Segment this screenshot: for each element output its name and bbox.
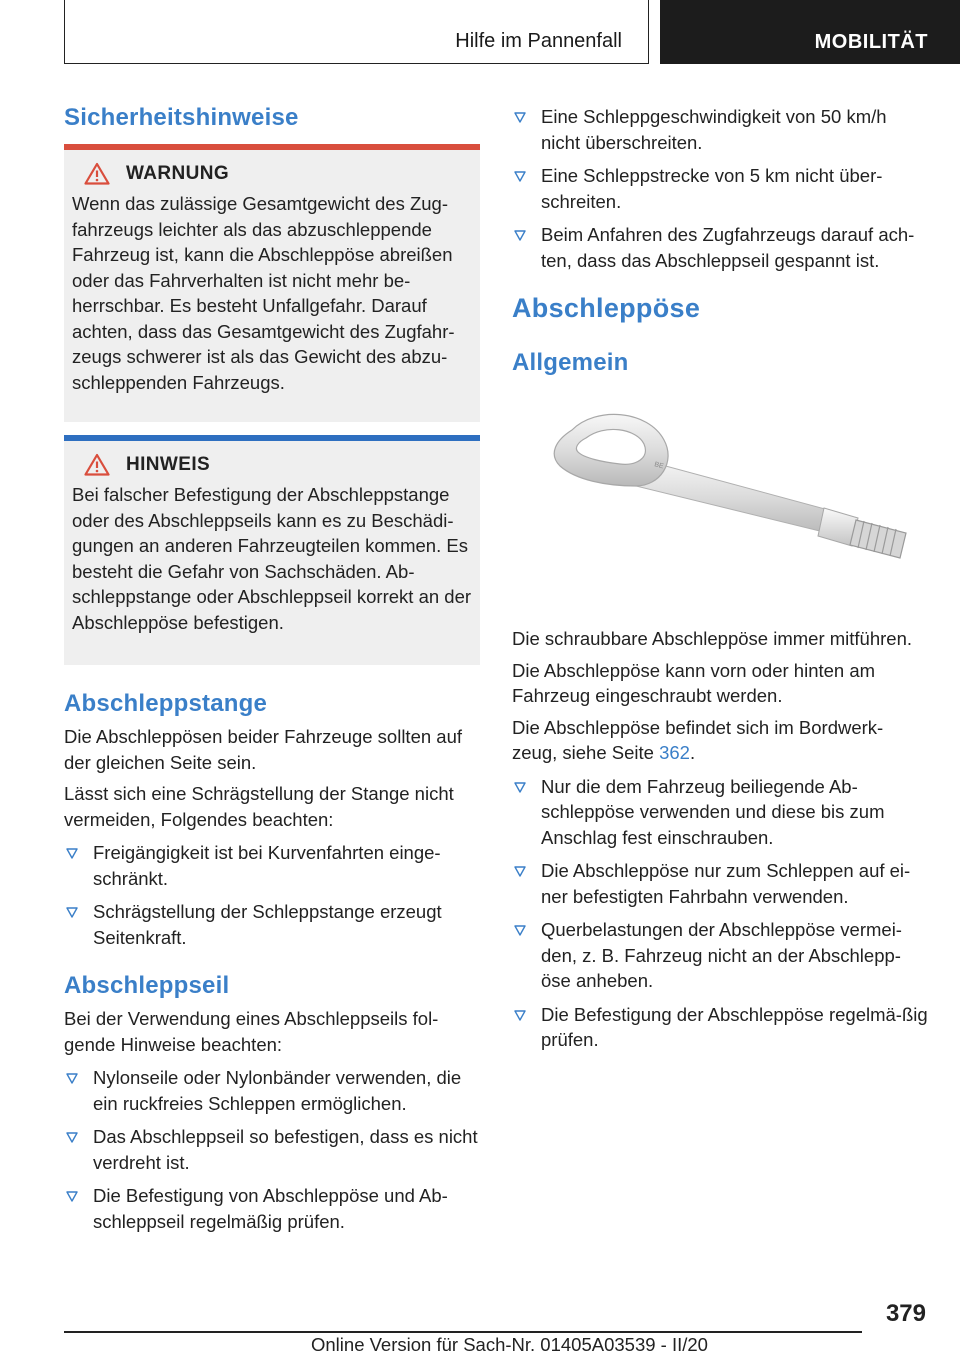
tow-bar-list xyxy=(64,840,480,950)
list-item-text: Querbelastungen der Abschleppöse vermei-den, z. B. Fahrzeug nicht an der Abschlepp-öse anheben. xyxy=(541,919,902,991)
bullet-triangle-icon xyxy=(514,171,526,182)
list-item-text: Nur die dem Fahrzeug beiliegende Ab-schleppöse verwenden und diese bis zum Anschlag fest einschrauben. xyxy=(541,775,885,848)
list-item xyxy=(512,917,928,994)
safety-heading: Sicherheitshinweise xyxy=(64,104,299,131)
warning-icon xyxy=(84,162,110,185)
bullet-triangle-icon xyxy=(514,925,526,936)
bullet-triangle-icon xyxy=(514,866,526,877)
list-item-text: Die Befestigung von Abschleppöse und Ab-schleppseil regelmäßig prüfen. xyxy=(93,1185,448,1232)
header-chapter-label: MOBILITÄT xyxy=(814,31,928,53)
header-chapter-tab xyxy=(660,0,960,64)
bullet-triangle-icon xyxy=(514,230,526,241)
page-number: 379 xyxy=(885,1300,926,1327)
list-item xyxy=(64,840,480,891)
tow-eye-p3-text: Die Abschleppöse befindet sich im Bordwerk-zeug, siehe Seite xyxy=(512,716,884,763)
tow-bar-heading: Abschleppstange xyxy=(64,690,268,717)
bullet-triangle-icon xyxy=(514,782,526,793)
tow-eye-body xyxy=(512,626,928,1061)
notice-title: HINWEIS xyxy=(126,453,211,475)
list-item-text: Beim Anfahren des Zugfahrzeugs darauf ach-ten, dass das Abschleppseil gespannt ist. xyxy=(541,224,915,271)
list-item-text: Freigängigkeit ist bei Kurvenfahrten einge-schränkt. xyxy=(93,842,441,889)
general-heading: Allgemein xyxy=(512,349,629,376)
notice-bar xyxy=(64,435,480,441)
tow-eye-p3-suffix: . xyxy=(689,742,696,763)
list-item-text: Schrägstellung der Schleppstange erzeugt Seitenkraft. xyxy=(93,901,442,948)
bullet-triangle-icon xyxy=(66,1191,78,1202)
list-item xyxy=(512,858,928,909)
list-item xyxy=(512,774,928,851)
footer-version-text: Online Version für Sach-Nr. 01405A03539 - II/20 xyxy=(311,1334,708,1355)
svg-text:BE: BE xyxy=(653,461,665,471)
warning-text: Wenn das zulässige Gesamtgewicht des Zug-fahrzeugs leichter als das abzuschleppende Fahrzeug ist, kann die Abschleppöse abreißen oder das Fahrverhalten ist nicht mehr be-herrschbar. Es besteht Unfallgefahr. Darauf achten, dass das Gesamtgewicht des Zugfahr-zeugs schwerer ist als das Gewicht des abzu-schleppenden Fahrzeugs. xyxy=(72,193,455,393)
warning-title: WARNUNG xyxy=(126,162,230,184)
tow-bar-p1: Die Abschleppösen beider Fahrzeuge sollten auf der gleichen Seite sein. xyxy=(64,726,463,773)
notice-title-row xyxy=(84,453,472,476)
tow-bar-p2: Lässt sich eine Schrägstellung der Stange nicht vermeiden, Folgendes beachten: xyxy=(64,783,454,830)
tow-eye-list xyxy=(512,774,928,1053)
list-item xyxy=(512,222,928,273)
towing-limits-list xyxy=(512,104,928,281)
warning-box xyxy=(64,144,480,422)
list-item xyxy=(512,1002,928,1053)
list-item xyxy=(64,1065,480,1116)
list-item-text: Eine Schleppgeschwindigkeit von 50 km/h nicht überschreiten. xyxy=(541,106,887,153)
tow-bar-section xyxy=(64,690,480,958)
tow-rope-p1: Bei der Verwendung eines Abschleppseils fol-gende Hinweise beachten: xyxy=(64,1008,439,1055)
list-item-text: Eine Schleppstrecke von 5 km nicht über-schreiten. xyxy=(541,165,883,212)
list-item-text: Das Abschleppseil so befestigen, dass es nicht verdreht ist. xyxy=(93,1126,478,1173)
header-section-box xyxy=(64,0,649,64)
tow-eye-illustration xyxy=(536,400,936,590)
page-reference-link[interactable]: 362 xyxy=(659,742,690,763)
list-item-text: Die Abschleppöse nur zum Schleppen auf ei-ner befestigten Fahrbahn verwenden. xyxy=(541,860,911,907)
list-item xyxy=(64,1183,480,1234)
list-item xyxy=(512,104,928,155)
list-item xyxy=(512,163,928,214)
warning-title-row xyxy=(84,162,472,185)
warning-bar xyxy=(64,144,480,150)
bullet-triangle-icon xyxy=(66,1073,78,1084)
tow-eye-p2: Die Abschleppöse kann vorn oder hinten am Fahrzeug eingeschraubt werden. xyxy=(512,659,876,706)
bullet-triangle-icon xyxy=(66,848,78,859)
list-item xyxy=(64,1124,480,1175)
notice-box xyxy=(64,435,480,665)
tow-eye-chapter-heading: Abschleppöse xyxy=(512,293,701,323)
bullet-triangle-icon xyxy=(514,1010,526,1021)
tow-rope-section xyxy=(64,972,480,1242)
tow-rope-heading: Abschleppseil xyxy=(64,972,230,999)
notice-icon xyxy=(84,453,110,476)
notice-text: Bei falscher Befestigung der Abschleppstange oder des Abschleppseils kann es zu Beschädi-gungen an anderen Fahrzeugteilen kommen. Es besteht die Gefahr von Sachschäden. Ab-schleppstange oder Abschleppseil korrekt an der Abschleppöse befestigen. xyxy=(72,484,472,633)
bullet-triangle-icon xyxy=(514,112,526,123)
list-item xyxy=(64,899,480,950)
bullet-triangle-icon xyxy=(66,907,78,918)
footer-divider xyxy=(64,1331,862,1333)
tow-eye-p3 xyxy=(512,715,928,766)
bullet-triangle-icon xyxy=(66,1132,78,1143)
header-section-title: Hilfe im Pannenfall xyxy=(455,30,622,52)
tow-rope-list xyxy=(64,1065,480,1234)
list-item-text: Die Befestigung der Abschleppöse regelmä-ßig prüfen. xyxy=(541,1003,928,1050)
tow-eye-p1: Die schraubbare Abschleppöse immer mitführen. xyxy=(512,628,912,649)
list-item-text: Nylonseile oder Nylonbänder verwenden, die ein ruckfreies Schleppen ermöglichen. xyxy=(93,1067,462,1114)
